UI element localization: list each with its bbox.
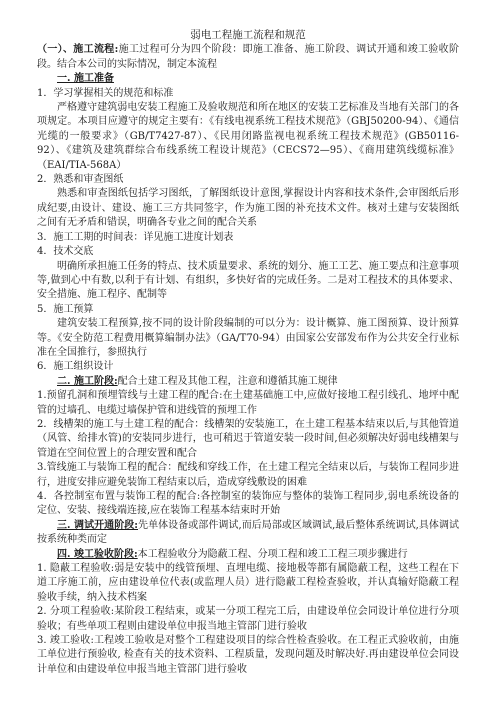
construction-item1: 1.预留孔洞和预埋管线与土建工程的配合:在土建基础施工中,应做好接地工程引线孔、地坪中配管的过墙孔、电缆过墙保护管和进线管的预埋工作 [37, 390, 459, 416]
construction-item3: 3.管线施工与装饰工程的配合：配线和穿线工作，在土建工程完全结束以后，与装饰工程同步进行，进度安排应避免装饰工程结束以后，造成穿线敷设的困难 [37, 462, 459, 488]
acceptance-item2: 2. 分项工程验收:某阶段工程结束，或某一分项工程完工后，由建设单位会同设计单位进行分项验收；有些单项工程则由建设单位申报当地主管部门进行验收 [37, 606, 459, 632]
construction-item4: 4．各控制室布置与装饰工程的配合:各控制室的装饰应与整体的装饰工程同步,弱电系统设备的定位、安装、接线端连接,应在装饰工程基本结束时开始 [37, 491, 459, 517]
prep-item4-title: 4．技术交底 [37, 246, 94, 258]
debug-heading [37, 519, 459, 548]
prep-item1-body: 严格遵守建筑弱电安装工程施工及验收规范和所在地区的安装工艺标准及当地有关部门的各项规定。本项目应遵守的规定主要有：《有线电视系统工程技术规范》（GBJ50200-94）、《通信光缆的一般要求》（GB/T7427-87）、《民用闭路监视电视系统工程技术规范》(GB50116-92）、《建筑及建筑群综合布线系统工程设计规范》（CECS72—95）、《商用建筑线缆标准》（EAI/TIA-568A） [37, 102, 459, 171]
prep-item5-body: 建筑安装工程预算,按不同的设计阶段编制的可以分为：设计概算、施工图预算、设计预算等。《安全防范工程费用概算编制办法》（GA/T70-94）由国家公安部发布作为公共安全行业标准在全国推行，参照执行 [37, 318, 459, 358]
prep-item2-body: 熟悉和审查图纸包括学习图纸，了解图纸设计意图,掌握设计内容和技术条件,会审图纸后形成纪要,由设计、建设、施工三方共同签字，作为施工图的补充技术文件。核对土建与安装图纸之间有无矛盾和错误，明确各专业之间的配合关系 [37, 188, 459, 229]
prep-item6: 6．施工组织设计 [37, 361, 114, 373]
acceptance-item3: 3. 竣工验收:工程竣工验收是对整个工程建设项目的综合性检查验收。在工程正式验收前，由施工单位进行预验收, 检查有关的技术资料、工程质量，发现问题及时解决好.再由建设单位会同设计单位和由建设单位申报当地主管部门进行验收 [37, 635, 459, 675]
construction-heading-desc: 配合土建工程及其他工程，注意和遵循其施工规律 [117, 375, 338, 387]
debug-heading-text: 三. 调试开通阶段: [57, 519, 138, 531]
acceptance-heading [37, 548, 459, 562]
prep-item4-body: 明确所承担施工任务的特点、技术质量要求、系统的划分、施工工艺、施工要点和注意事项等,做到心中有数,以利于有计划、有组织，多快好省的完成任务。二是对工程技术的具体要求、安全措施、施工程序、配制等 [37, 260, 459, 301]
section1-text: 施工过程可分为四个阶段：即施工准备、施工阶段、调试开通和竣工验收阶段。结合本公司的实际情况，制定本流程 [37, 44, 459, 70]
construction-heading-text: 二. 施工阶段: [57, 375, 118, 387]
section1-label: （一）、施工流程: [37, 44, 119, 56]
prep-heading [37, 72, 459, 86]
acceptance-heading-text: 四. 竣工验收阶段: [57, 548, 138, 560]
prep-item1-title: 1．学习掌握相关的规范和标准 [37, 87, 174, 99]
construction-heading [37, 375, 459, 389]
document-body [37, 28, 459, 677]
page-title: 弱电工程施工流程和规范 [190, 29, 306, 41]
debug-text: 先单体设备或部件调试,而后局部或区域调试,最后整体系统调试,具体调试按系统种类而定 [37, 519, 459, 546]
prep-heading-text: 一. 施工准备 [57, 73, 114, 85]
construction-item2: 2．线槽架的施工与土建工程的配合：线槽架的安装施工，在土建工程基本结束以后,与其他管道（风管、给排水管)的安装同步进行，也可稍迟于管道安装一段时间,但必须解决好弱电线槽架与管道在空间位置上的合理安置和配合 [37, 418, 459, 459]
section1-paragraph [37, 43, 459, 72]
acceptance-item1: 1. 隐蔽工程验收:弱是安装中的线管预埋、直埋电缆、接地极等都有属隐蔽工程，这些工程在下道工序施工前，应由建设单位代表(或监理人员）进行隐蔽工程检查验收，并认真输好隐蔽工程验收手续，纳入技术档案 [37, 563, 459, 603]
prep-item5-title: 5．施工预算 [37, 303, 94, 315]
prep-item3: 3．施工工期的时间表：详见施工进度计划表 [37, 231, 234, 243]
acceptance-heading-desc: 本工程验收分为隐蔽工程、分项工程和竣工工程三项步骤进行 [137, 548, 408, 560]
prep-item2-title: 2．熟悉和审查图纸 [37, 174, 124, 186]
